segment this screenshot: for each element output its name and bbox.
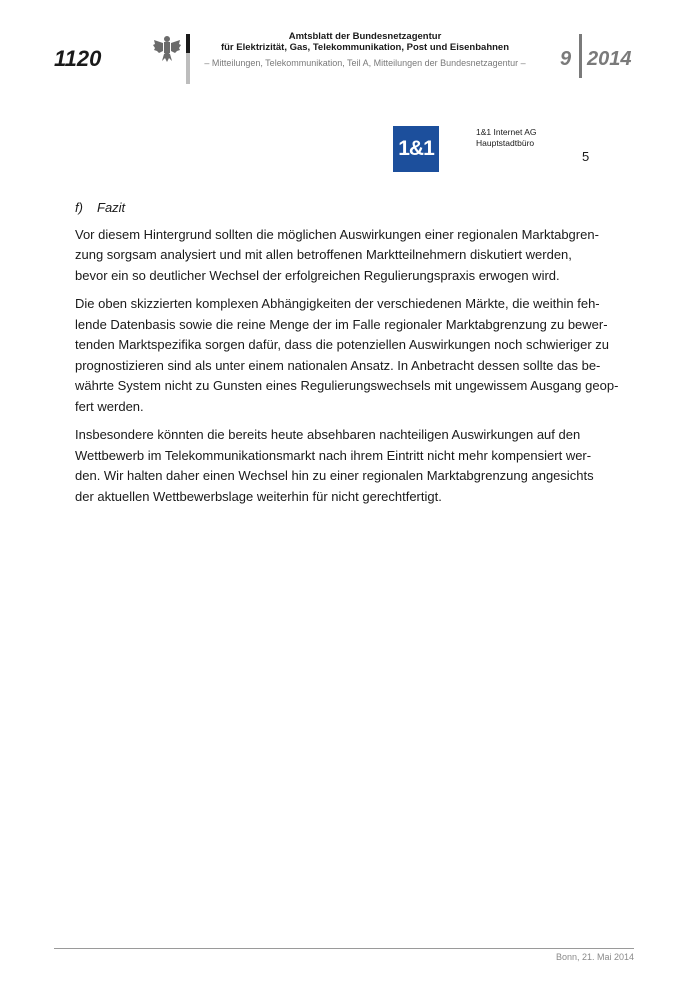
federal-eagle-icon bbox=[151, 32, 183, 64]
company-logo bbox=[393, 126, 439, 172]
footer-place-date: Bonn, 21. Mai 2014 bbox=[555, 952, 634, 962]
gazette-title-subline: für Elektrizität, Gas, Telekommunikation, Post und Eisenbahnen bbox=[220, 42, 510, 53]
letter-page-number: 5 bbox=[582, 149, 590, 164]
paragraph-line: Vor diesem Hintergrund sollten die möglichen Auswirkungen einer regionalen Marktabgren- bbox=[75, 226, 599, 242]
paragraph-line: bevor ein so deutlicher Wechsel der erfolgreichen Regulierungspraxis erwogen wird. bbox=[75, 267, 560, 283]
page-number: 1120 bbox=[54, 46, 102, 71]
paragraph-line: fert werden. bbox=[75, 398, 144, 414]
paragraph bbox=[75, 425, 595, 507]
company-logo-text: 1&1 bbox=[398, 137, 434, 160]
paragraph-line: prognostizieren sind als unter einem nationalen Ansatz. In Anbetracht dessen sollte das be- bbox=[75, 357, 601, 373]
company-name: 1&1 Internet AG bbox=[476, 127, 537, 137]
paragraph bbox=[75, 225, 599, 287]
paragraph bbox=[75, 294, 619, 417]
paragraphs bbox=[75, 225, 619, 508]
footer-divider bbox=[54, 948, 634, 949]
section-title: Fazit bbox=[97, 200, 126, 215]
issue-number: 9 bbox=[560, 48, 572, 70]
header-divider bbox=[186, 34, 190, 84]
paragraph-line: lende Datenbasis sowie die reine Menge der im Falle regionaler Marktabgrenzung zu bewer- bbox=[75, 316, 608, 332]
document-body bbox=[75, 198, 619, 515]
paragraph-line: den. Wir halten daher einen Wechsel hin zu einer regionalen Marktabgrenzung angesichts bbox=[75, 468, 594, 483]
gazette-title: Amtsblatt der Bundesnetzagentur bbox=[288, 31, 442, 42]
section-number: f) bbox=[75, 200, 83, 215]
company-info bbox=[476, 127, 536, 149]
paragraph-line: währte System nicht zu Gunsten eines Regulierungswechsels mit ungewissem Ausgang geop- bbox=[75, 378, 619, 393]
paragraph-line: tenden Marktspezifika sorgen dafür, dass die potenziellen Auswirkungen noch schwieriger zu bbox=[75, 337, 610, 352]
paragraph-line: der aktuellen Wettbewerbslage weiterhin für nicht gerechtfertigt. bbox=[75, 488, 442, 504]
gazette-header bbox=[195, 31, 535, 68]
issue-divider bbox=[579, 34, 582, 78]
paragraph-line: Insbesondere könnten die bereits heute absehbaren nachteiligen Auswirkungen auf den bbox=[75, 427, 581, 442]
paragraph-line: Wettbewerb im Telekommunikationsmarkt nach ihrem Eintritt nicht mehr kompensiert wer- bbox=[75, 447, 592, 463]
company-department: Hauptstadtbüro bbox=[476, 138, 535, 148]
paragraph-line: zung sorgsam analysiert und mit allen betroffenen Marktteilnehmern diskutiert werden, bbox=[75, 247, 572, 262]
section-heading bbox=[75, 198, 595, 219]
issue-year: 2014 bbox=[587, 48, 632, 70]
gazette-subtitle: – Mitteilungen, Telekommunikation, Teil A, Mitteilungen der Bundesnetzagentur – bbox=[204, 58, 526, 68]
paragraph-line: Die oben skizzierten komplexen Abhängigkeiten der verschiedenen Märkte, die weithin feh- bbox=[75, 296, 600, 311]
